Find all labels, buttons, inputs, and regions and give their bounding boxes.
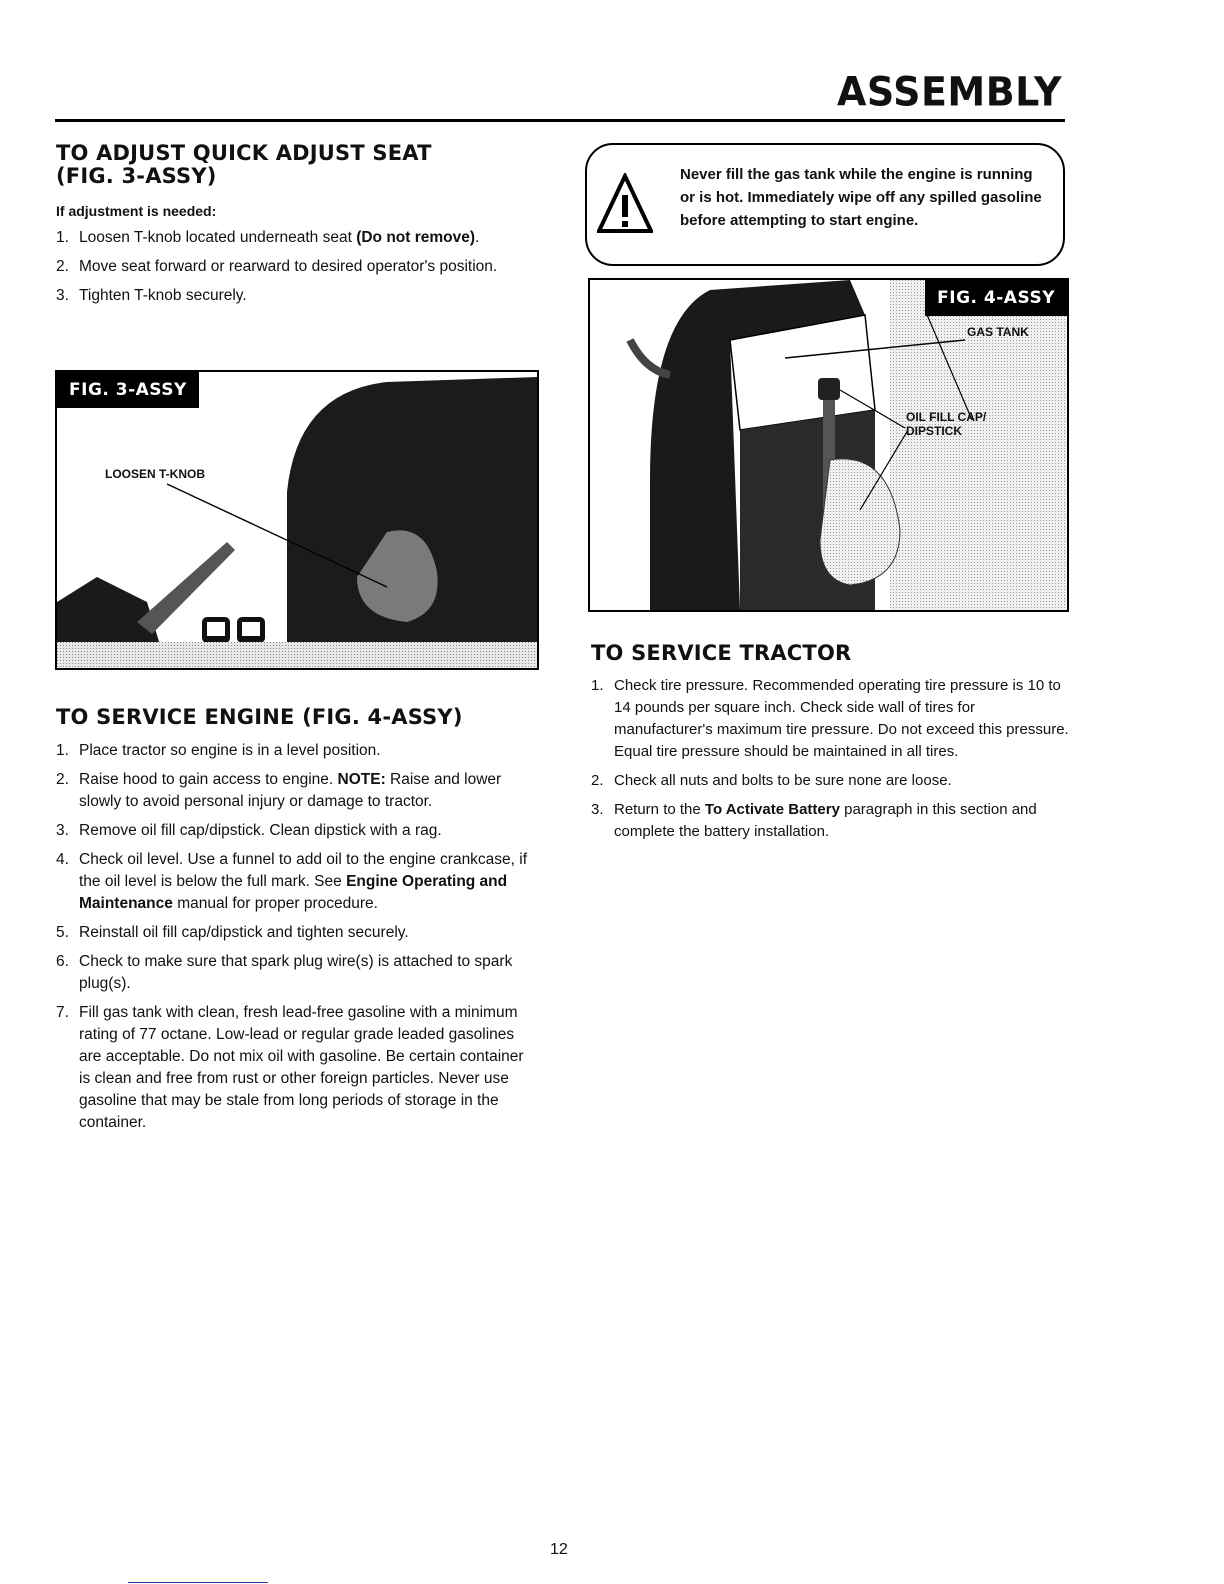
list-item: 5. Reinstall oil fill cap/dipstick and tighten securely. xyxy=(56,924,409,941)
fig3-callout-tknob: LOOSEN T-KNOB xyxy=(105,467,206,481)
list-item: 7. Fill gas tank with clean, fresh lead-free gasoline with a minimum rating of 77 octane. Low-lead or regular grade leaded gasolines are acceptable. Do not mix oil with gasoline. Be certain container is clean and free from rust or other foreign particles. Never use gasoline that may be stale from long periods of storage in the container. xyxy=(56,1004,524,1131)
list-item: 3. Tighten T-knob securely. xyxy=(56,287,247,304)
fig4-illustration xyxy=(588,278,1069,612)
engine-section-title: TO SERVICE ENGINE (FIG. 4-ASSY) xyxy=(56,705,463,729)
tractor-steps-list xyxy=(591,675,1069,850)
footer-line xyxy=(128,1582,268,1583)
seat-subheading: If adjustment is needed: xyxy=(56,203,217,219)
list-item: 3. Return to the To Activate Battery paragraph in this section and complete the battery installation. xyxy=(591,801,1037,840)
list-item: 2. Check all nuts and bolts to be sure none are loose. xyxy=(591,772,952,789)
list-item: 4. Check oil level. Use a funnel to add oil to the engine crankcase, if the oil level is below the full mark. See Engine Operating and Maintenance manual for proper procedure. xyxy=(56,851,528,912)
list-item: 1. Place tractor so engine is in a level position. xyxy=(56,742,381,759)
list-item: 3. Remove oil fill cap/dipstick. Clean dipstick with a rag. xyxy=(56,822,442,839)
seat-title-line2: (FIG. 3-ASSY) xyxy=(56,164,217,188)
list-item: 6. Check to make sure that spark plug wire(s) is attached to spark plug(s). xyxy=(56,953,513,992)
list-item: 1. Loosen T-knob located underneath seat (Do not remove). xyxy=(56,229,480,246)
page-number: 12 xyxy=(550,1541,568,1558)
fig4-callout-gas-tank: GAS TANK xyxy=(967,325,1029,339)
fig3-tag: FIG. 3-ASSY xyxy=(57,372,199,408)
fig3-drawing xyxy=(57,372,537,668)
page-header-title: ASSEMBLY xyxy=(837,68,1062,116)
seat-title-line1: TO ADJUST QUICK ADJUST SEAT xyxy=(56,141,432,165)
engine-steps-list xyxy=(56,740,536,1141)
warning-text: Never fill the gas tank while the engine is running or is hot. Immediately wipe off any spilled gasoline before attempting to start engine. xyxy=(680,166,1042,229)
fig4-tag: FIG. 4-ASSY xyxy=(925,280,1067,316)
seat-steps-list xyxy=(56,227,536,314)
list-item: 2. Raise hood to gain access to engine. NOTE: Raise and lower slowly to avoid personal injury or damage to tractor. xyxy=(56,771,502,810)
list-item: 1. Check tire pressure. Recommended operating tire pressure is 10 to 14 pounds per square inch. Check side wall of tires for manufacturer's maximum tire pressure. Do not exceed this pressure. Equal tire pressure should be maintained in all tires. xyxy=(591,677,1069,760)
fig3-illustration xyxy=(55,370,539,670)
tractor-section-title: TO SERVICE TRACTOR xyxy=(591,641,852,665)
fig4-callout-oil-fill: OIL FILL CAP/ DIPSTICK xyxy=(906,410,987,438)
list-item: 2. Move seat forward or rearward to desired operator's position. xyxy=(56,258,498,275)
header-rule xyxy=(55,119,1065,122)
warning-triangle-icon xyxy=(597,173,653,235)
seat-section-title xyxy=(56,142,432,188)
warning-box xyxy=(585,143,1065,266)
